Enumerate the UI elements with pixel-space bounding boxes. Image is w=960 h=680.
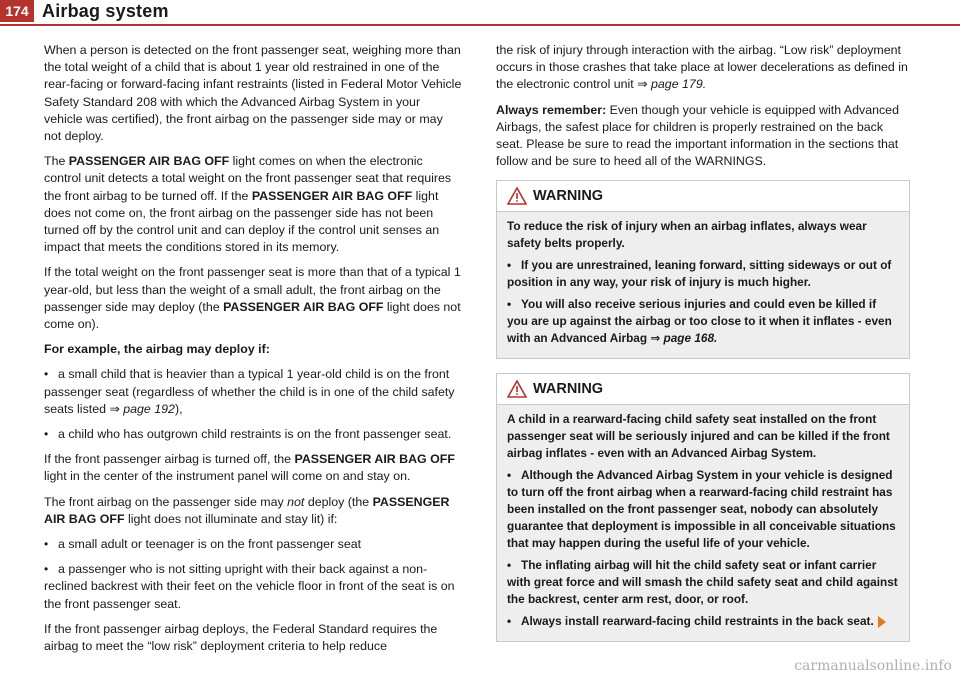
section-title: Airbag system — [42, 1, 169, 21]
paragraph: If the total weight on the front passenger seat is more than that of a typical 1 year-old, but less than the weight of a small adult, the front airbag on the passenger side may deploy (the PASSENGER AIR BAG OFF light does not come on). — [44, 265, 461, 332]
list-item: • a small adult or teenager is on the front passenger seat — [44, 537, 362, 552]
warning-triangle-icon — [507, 187, 527, 205]
paragraph: Always remember: Even though your vehicle is equipped with Advanced Airbags, the safest place for children is properly restrained on the back seat. Please be sure to read the important information in the sections that follow and be sure to heed all of the WARNINGS. — [496, 102, 899, 169]
list-item: • a passenger who is not sitting upright with their back against a non-reclined backrest with their feet on the vehicle floor in front of the seat is on the front passenger seat. — [44, 562, 455, 611]
warning-header — [497, 181, 909, 212]
warning-title: WARNING — [533, 380, 604, 397]
list-item: • If you are unrestrained, leaning forward, sitting sideways or out of position in any way, your risk of injury is much higher. — [507, 258, 892, 290]
list-item: • a child who has outgrown child restraints is on the front passenger seat. — [44, 427, 452, 442]
warning-body: To reduce the risk of injury when an airbag inflates, always wear safety belts properly. • If you are unrestrained, leaning forward, sitting sideways or out of position in any way, your risk of injury is much higher. • You will also receive serious injuries and could even be killed if you are up against the airbag or too close to it when it inflates - even with an Advanced Airbag ⇒ page 168. — [497, 212, 909, 358]
continue-arrow-icon — [878, 616, 886, 628]
list-item: • You will also receive serious injuries and could even be killed if you are up against the airbag or too close to it when it inflates - even with an Advanced Airbag ⇒ page 168. — [507, 297, 892, 346]
warning-triangle-icon — [507, 380, 527, 398]
page-number: 174 — [0, 0, 34, 22]
list-item: • Although the Advanced Airbag System in your vehicle is designed to turn off the front airbag when a rearward-facing child restraint has been installed on the front passenger seat, nobody can absolutely guarantee that deployment is impossible in all conceivable situations that may happen during the useful life of your vehicle. — [507, 468, 896, 551]
page-header — [0, 0, 960, 26]
list-item: • Always install rearward-facing child restraints in the back seat. — [507, 613, 899, 630]
header-rule — [0, 24, 960, 26]
paragraph: If the front passenger airbag deploys, the Federal Standard requires the airbag to meet the “low risk” deployment criteria to help reduce — [44, 621, 438, 654]
left-column — [44, 42, 462, 663]
list-item: • The inflating airbag will hit the child safety seat or infant carrier with great force and will smash the child safety seat and child against the backrest, center arm rest, door, or roof. — [507, 558, 898, 607]
page-reference-link[interactable]: ⇒ page 192 — [109, 401, 175, 416]
warning-body: A child in a rearward-facing child safety seat installed on the front passenger seat will be seriously injured and can be killed if the front airbag inflates - even with an Advanced Airbag System. • Although the Advanced Airbag System in your vehicle is designed to turn off the front airbag when a rearward-facing child restraint has been installed on the front passenger seat, nobody can absolutely guarantee that deployment is impossible in all conceivable situations that may happen during the useful life of your vehicle. • The inflating airbag will hit the child safety seat or infant carrier with great force and will smash the child safety seat and child against the backrest, center arm rest, door, or roof. • Always install rearward-facing child restraints in the back seat. — [507, 412, 898, 629]
page-reference-link[interactable]: ⇒ page 179. — [637, 77, 707, 92]
subheading: For example, the airbag may deploy if: — [44, 342, 270, 357]
paragraph: the risk of injury through interaction with the airbag. “Low risk” deployment occurs in those crashes that take place at lower decelerations as defined in the electronic control unit ⇒ page 179. — [496, 43, 908, 92]
warning-header — [497, 374, 909, 405]
watermark: carmanualsonline.info — [794, 658, 952, 674]
paragraph: When a person is detected on the front passenger seat, weighing more than the total weight of a child that is about 1 year old restrained in one of the rear-facing or forward-facing infant restraints (listed in Federal Motor Vehicle Safety Standard 208 with which the Advanced Airbag System in your vehicle was certified), the front airbag on the passenger side may or may not deploy. — [44, 43, 462, 144]
paragraph: The front airbag on the passenger side may not deploy (the PASSENGER AIR BAG OFF light does not illuminate and stay lit) if: — [44, 494, 450, 526]
warning-box — [496, 373, 910, 642]
warning-box — [496, 180, 910, 359]
warning-title: WARNING — [533, 187, 604, 204]
right-column — [496, 42, 910, 656]
list-item: • a small child that is heavier than a typical 1 year-old child is on the front passenger seat (regardless of whether the child is in one of the child safety seats listed ⇒ page 192), — [44, 367, 455, 416]
paragraph: If the front passenger airbag is turned off, the PASSENGER AIR BAG OFF light in the center of the instrument panel will come on and stay on. — [44, 452, 455, 484]
page-reference-link[interactable]: ⇒ page 168. — [650, 331, 718, 346]
paragraph: The PASSENGER AIR BAG OFF light comes on when the electronic control unit detects a total weight on the front passenger seat that requires the front airbag to be turned off. If the PASSENGER AIR BAG OFF light does not come on, the front airbag on the passenger side has not been turned off by the control unit and can deploy if the control unit senses an impact that meets the conditions stored in its memory. — [44, 154, 452, 255]
